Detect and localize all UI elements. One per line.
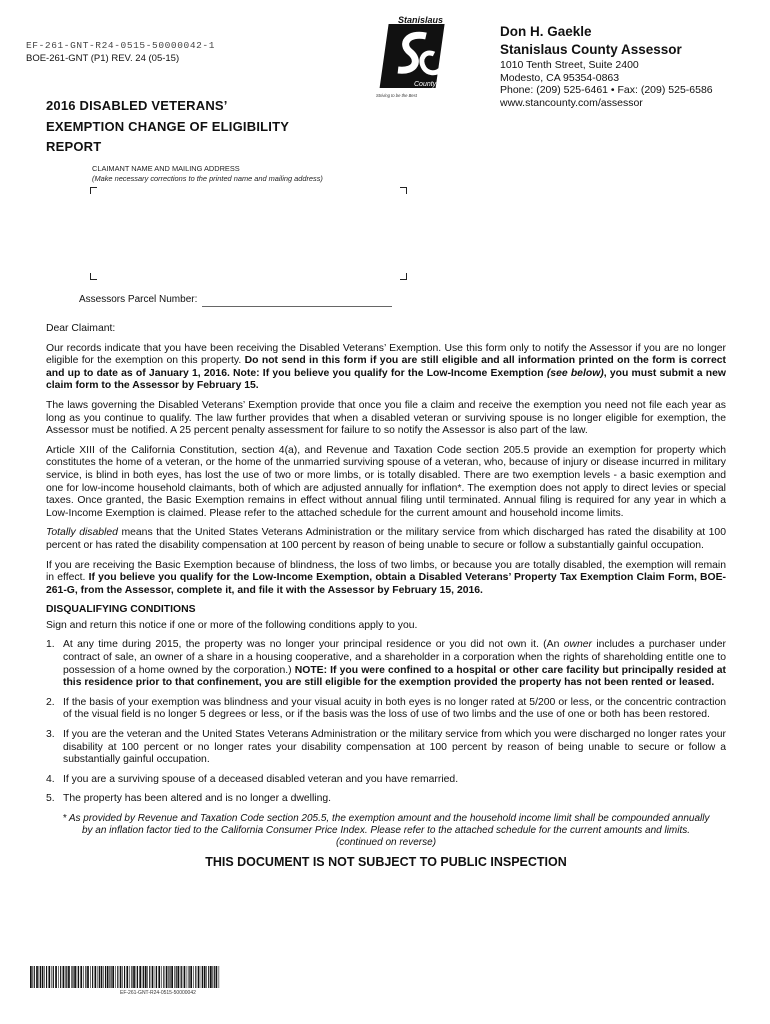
- barcode-bar: [133, 966, 135, 988]
- item-text: If the basis of your exemption was blindness and your visual acuity in both eyes is no longer rated at 5/200 or less, or the concentric contraction of the visual field is no longer 5 degrees or less, or if the basis was the loss of use of two limbs and the use of one or both has been restored.: [63, 696, 726, 721]
- footnote-line2: by an inflation factor tied to the California Consumer Price Index. Please refer to the attached schedule for the current amounts and limits.: [81, 825, 691, 837]
- assessor-website[interactable]: www.stancounty.com/assessor: [500, 96, 643, 109]
- barcode-bar: [85, 966, 86, 988]
- barcode-bar: [158, 966, 160, 988]
- barcode-bar: [74, 966, 76, 988]
- barcode-bar: [142, 966, 143, 988]
- barcode-bar: [152, 966, 154, 988]
- barcode-bar: [60, 966, 61, 988]
- barcode-bar: [166, 966, 168, 988]
- barcode-bar: [155, 966, 156, 988]
- barcode-bar: [46, 966, 47, 988]
- title-line1: 2016 DISABLED VETERANS’: [46, 98, 228, 113]
- barcode-bar: [181, 966, 182, 988]
- barcode-bar: [77, 966, 78, 988]
- barcode-bar: [137, 966, 138, 988]
- item-number: 5.: [46, 793, 55, 805]
- parcel-number-label: Assessors Parcel Number:: [79, 294, 198, 305]
- item-number: 1.: [46, 639, 55, 651]
- disqualifying-heading: DISQUALIFYING CONDITIONS: [46, 604, 196, 616]
- barcode-bar: [53, 966, 54, 988]
- list-item: [46, 774, 726, 787]
- disqualifying-intro: Sign and return this notice if one or more of the following conditions apply to you.: [46, 619, 418, 631]
- barcode-bar: [198, 966, 200, 988]
- barcode-bar: [195, 966, 196, 988]
- barcode-bar: [55, 966, 57, 988]
- barcode-bar: [115, 966, 116, 988]
- barcode-bar: [219, 966, 220, 988]
- barcode-bar: [66, 966, 67, 988]
- logo-top-text: Stanislaus: [398, 15, 444, 25]
- claimant-label: CLAIMANT NAME AND MAILING ADDRESS: [92, 164, 240, 173]
- barcode-bar: [87, 966, 89, 988]
- barcode-bar: [208, 966, 209, 988]
- barcode-bar: [42, 966, 44, 988]
- barcode-bar: [117, 966, 118, 988]
- form-id-code: EF-261-GNT-R24-0515-50000042-1: [26, 40, 216, 51]
- barcode-bar: [103, 966, 104, 988]
- barcode-bar: [51, 966, 52, 988]
- county-logo: [368, 14, 452, 100]
- letter-body: [46, 323, 726, 868]
- conditions-list: [46, 639, 726, 806]
- list-item: [46, 639, 726, 689]
- barcode-bar: [204, 966, 206, 988]
- item-text: If you are a surviving spouse of a deceased disabled veteran and you have remarried.: [63, 773, 459, 785]
- barcode-bar: [169, 966, 170, 988]
- continued-note: (continued on reverse): [335, 837, 437, 849]
- item-text: If you are the veteran and the United States Veterans Administration or the military service from which you were discharged no longer rates your disability at 100 percent or no longer rates your disability compensation at 100 percent by reason of being unable to secure or follow a substantially gainful occupation.: [63, 729, 726, 766]
- barcode-bar: [44, 966, 45, 988]
- barcode-bar: [174, 966, 175, 988]
- item-number: 3.: [46, 729, 55, 741]
- paragraph-4: [46, 527, 726, 552]
- paragraph-5: [46, 560, 726, 598]
- assessor-office: Stanislaus County Assessor: [500, 42, 682, 57]
- barcode-bar: [71, 966, 72, 988]
- barcode-bar: [163, 966, 164, 988]
- parcel-number-field[interactable]: [202, 306, 392, 307]
- para4-text: means that the United States Veterans Administration or the military service from which discharged has rated the disability at 100 percent or has rated the disability compensation at 100 percent by reason of being unable to secure or follow a substantially gainful occupation.: [46, 527, 726, 551]
- barcode-bar: [206, 966, 207, 988]
- barcode-bar: [80, 966, 82, 988]
- barcode-bar: [201, 966, 202, 988]
- list-item: [46, 729, 726, 767]
- barcode-bar: [131, 966, 132, 988]
- barcode-bar: [129, 966, 130, 988]
- address-corner-bottom-right: [400, 273, 407, 280]
- barcode-bar: [214, 966, 215, 988]
- public-inspection-notice: THIS DOCUMENT IS NOT SUBJECT TO PUBLIC INSPECTION: [205, 854, 567, 869]
- logo-tagline: Striving to be the Best: [376, 93, 417, 98]
- barcode-bar: [177, 966, 179, 988]
- barcode-bar: [184, 966, 186, 988]
- barcode-bar: [72, 966, 73, 988]
- barcode-bar: [168, 966, 169, 988]
- barcode-bar: [156, 966, 157, 988]
- claimant-note: (Make necessary corrections to the printed name and mailing address): [92, 173, 323, 183]
- salutation: Dear Claimant:: [46, 323, 116, 334]
- item-text: The property has been altered and is no longer a dwelling.: [63, 793, 332, 805]
- barcode-bar: [109, 966, 110, 988]
- footnote-line1: * As provided by Revenue and Taxation Code section 205.5, the exemption amount and the household income limit shall be compounded annually: [62, 813, 710, 824]
- barcode-bar: [78, 966, 79, 988]
- barcode-bar: [193, 966, 194, 988]
- para1-bold-end: , you must submit a new claim form to the Assessor by February 15.: [46, 367, 726, 392]
- barcode-bar: [180, 966, 181, 988]
- barcode-bar: [147, 966, 148, 988]
- para1-see-below: (see below): [546, 367, 604, 379]
- paragraph-1: [46, 343, 726, 393]
- para5-text: If you are receiving the Basic Exemption because of blindness, the loss of two limbs, or because you are totally disabled, the exemption will remain in effect.: [46, 559, 726, 584]
- barcode-bar: [176, 966, 177, 988]
- para4-term: Totally disabled: [46, 527, 118, 539]
- assessor-block: [500, 23, 713, 109]
- barcode-bar: [95, 966, 97, 988]
- item-text: At any time during 2015, the property was no longer your principal residence or you did not own it. (An: [63, 639, 564, 651]
- barcode-bar: [216, 966, 218, 988]
- barcode-bar: [122, 966, 123, 988]
- para5-bold: If you believe you qualify for the Low-Income Exemption, obtain a Disabled Veterans’ Property Tax Exemption Claim Form, BOE-261-G, from the Assessor, complete it, and file it with the Assessor by February 15, 2016.: [46, 572, 726, 596]
- paragraph-3: Article XIII of the California Constitution, section 4(a), and Revenue and Taxation Code section 205.5 provide an exemption for property which constitutes the home of a veteran, or the home of the unmarried surviving spouse of a veteran, who, because of injury or disease incurred in military service, is blind in both eyes, has lost the use of two or more limbs, or is totally disabled. There are two exemption levels - a basic exemption and one for low-income household claimants, both of which are adjusted annually for inflation*. The exemption does not apply to direct levies or special taxes. Once granted, the Basic Exemption remains in effect without annual filing until terminated. Annual filing is required for any year in which a Low-Income Exemption is claimed. Please refer to the attached schedule for the current amount and household income limits.: [46, 444, 726, 519]
- barcode-bar: [63, 966, 65, 988]
- barcode-bar: [187, 966, 188, 988]
- assessor-address2: Modesto, CA 95354-0863: [500, 71, 620, 84]
- barcode-bar: [149, 966, 150, 988]
- barcode-bar: [105, 966, 106, 988]
- barcode-bar: [124, 966, 125, 988]
- barcode-bar: [34, 966, 35, 988]
- barcode-bar: [48, 966, 50, 988]
- barcode-bar: [68, 966, 70, 988]
- barcode-bar: [36, 966, 38, 988]
- barcode-bar: [120, 966, 122, 988]
- list-item: [46, 793, 726, 806]
- assessor-address1: 1010 Tenth Street, Suite 2400: [500, 59, 639, 71]
- barcode-bar: [32, 966, 33, 988]
- barcode-bar: [99, 966, 100, 988]
- barcode-bar: [112, 966, 114, 988]
- barcode-bar: [126, 966, 128, 988]
- item-note: NOTE: If you were confined to a hospital or other care facility but principally resided at this residence prior to that confinement, you are still eligible for the exemption provided the property has not been rented or leased.: [63, 664, 727, 689]
- paragraph-2: The laws governing the Disabled Veterans’ Exemption provide that once you file a claim and receive the exemption you need not file each year as long as you continue to qualify. The law further provides that when a disabled veteran or surviving spouse is no longer eligible for exemption, the Assessor must be notified. A 25 percent penalty assessment for failure to so notify the Assessor is also part of the law.: [46, 399, 726, 437]
- barcode-bar: [161, 966, 162, 988]
- item-number: 2.: [46, 696, 55, 708]
- item-number: 4.: [46, 773, 55, 785]
- form-revision: BOE-261-GNT (P1) REV. 24 (05-15): [26, 53, 180, 64]
- title-line3: REPORT: [46, 139, 102, 154]
- page-title: [46, 96, 289, 158]
- barcode-bar: [145, 966, 147, 988]
- footnote: [46, 813, 726, 850]
- barcode-bar: [40, 966, 41, 988]
- title-line2: EXEMPTION CHANGE OF ELIGIBILITY: [46, 118, 290, 134]
- barcode-bar: [101, 966, 103, 988]
- barcode-bar: [202, 966, 203, 988]
- barcode-bar: [30, 966, 32, 988]
- barcode-bar: [90, 966, 91, 988]
- item-term: owner: [563, 639, 592, 651]
- list-item: [46, 697, 726, 722]
- barcode-bar: [111, 966, 112, 988]
- address-corner-top-left: [90, 187, 97, 194]
- para1-bold: Do not send in this form if you are still eligible and all information printed on the form is correct and up to date as of January 1, 2016. Note: If you believe you qualify for the Low-Income Exemption: [46, 355, 726, 379]
- barcode-bar: [107, 966, 109, 988]
- barcode-bar: [98, 966, 99, 988]
- item-text-cont: includes a purchaser under contract of sale, an owner of a share in a housing cooperative, and a shareholder in a corporation when the rights of shareholding entitle one to possession of a home owned by the corporation.): [63, 639, 726, 676]
- barcode-text: EF-261-GNT-R24-0515-50000042: [120, 990, 196, 996]
- barcode-bar: [139, 966, 141, 988]
- address-corner-top-right: [400, 187, 407, 194]
- barcode-bar: [65, 966, 66, 988]
- barcode-bar: [92, 966, 93, 988]
- logo-bottom-text: County: [414, 81, 437, 88]
- barcode-bar: [210, 966, 212, 988]
- barcode-bar: [39, 966, 40, 988]
- address-corner-bottom-left: [90, 273, 97, 280]
- assessor-phone-fax: Phone: (209) 525-6461 • Fax: (209) 525-6586: [500, 84, 713, 96]
- barcode-bar: [171, 966, 173, 988]
- barcode: [30, 966, 222, 988]
- barcode-bar: [136, 966, 137, 988]
- barcode-bar: [189, 966, 190, 988]
- assessor-name: Don H. Gaekle: [500, 24, 592, 39]
- barcode-bar: [143, 966, 144, 988]
- barcode-bar: [58, 966, 59, 988]
- claimant-label-block: [92, 164, 323, 183]
- barcode-bar: [212, 966, 213, 988]
- barcode-bar: [83, 966, 84, 988]
- para1-text: Our records indicate that you have been receiving the Disabled Veterans’ Exemption. Use this form only to notify the Assessor if you are no longer eligible for the exemption on this property.: [46, 342, 726, 367]
- barcode-bar: [190, 966, 192, 988]
